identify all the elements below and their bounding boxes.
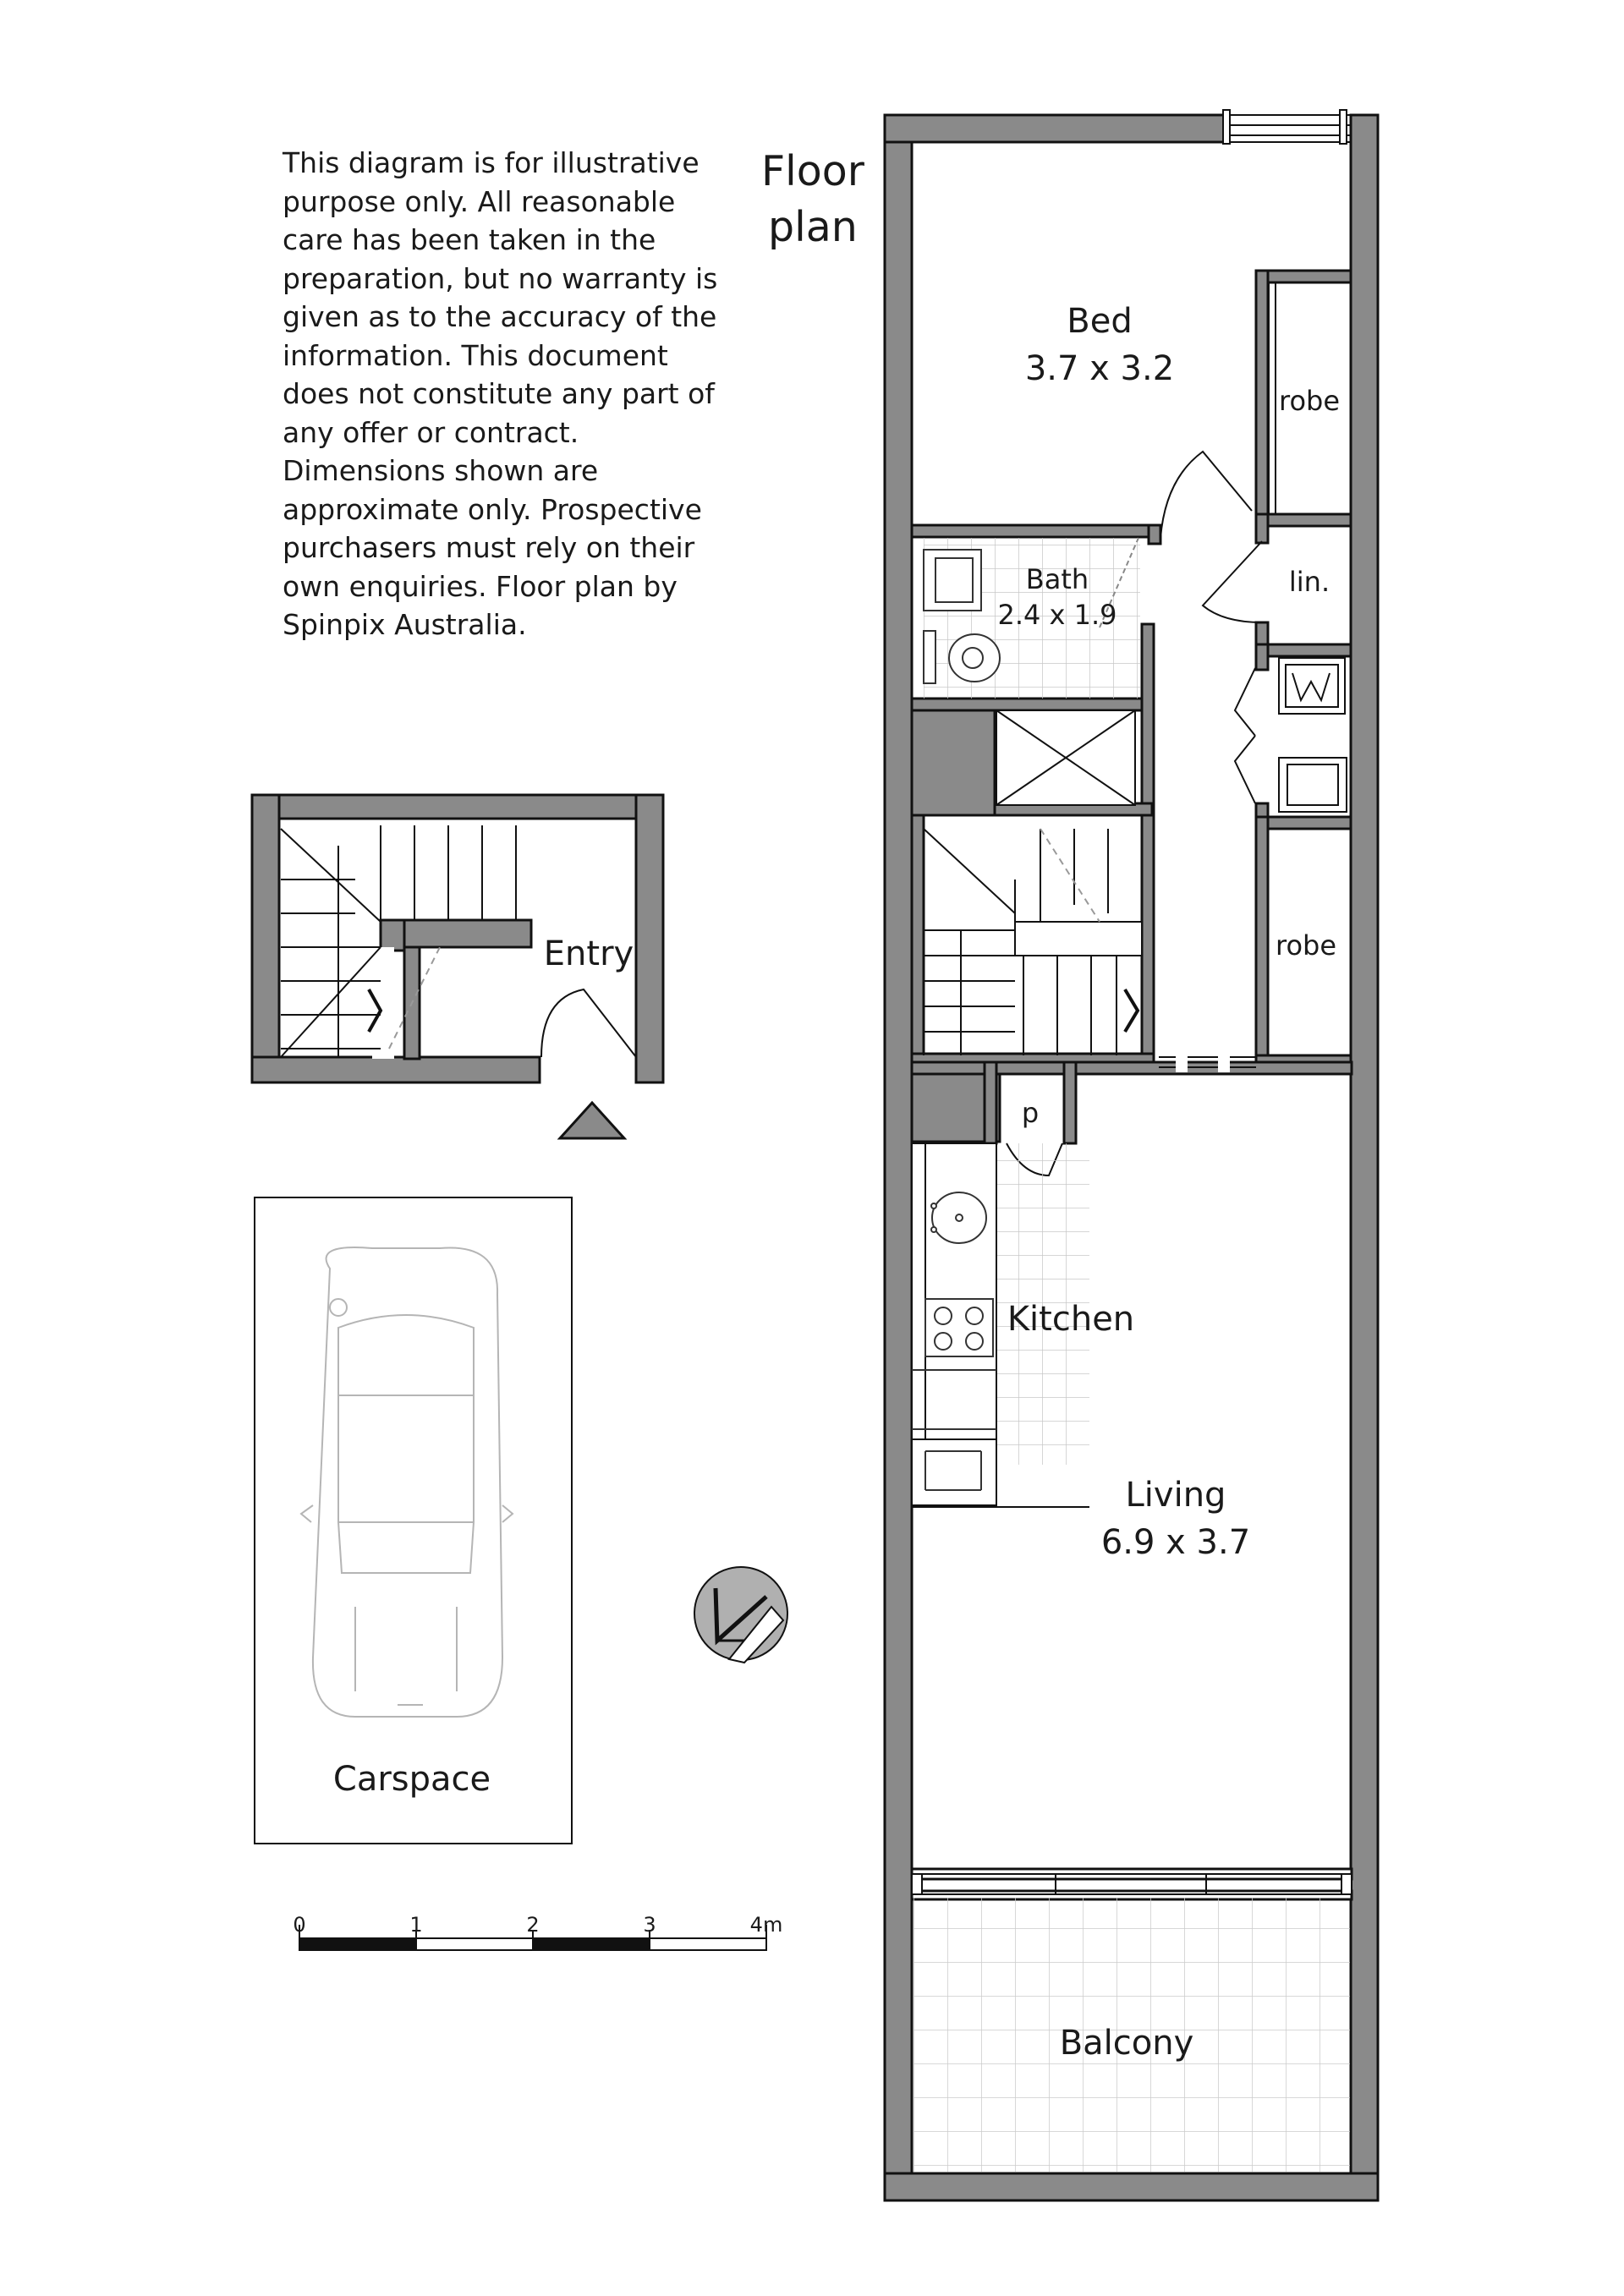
scale-label-0: 0 xyxy=(293,1913,306,1937)
scale-label-3: 3 xyxy=(643,1913,656,1937)
disclaimer-line: given as to the accuracy of the xyxy=(283,300,717,333)
scale-label-2: 2 xyxy=(526,1913,540,1937)
disclaimer-line: Spinpix Australia. xyxy=(283,608,527,641)
linen-door[interactable] xyxy=(1203,541,1262,622)
living-name: Living xyxy=(1125,1476,1226,1515)
bath-label xyxy=(997,562,1116,633)
carspace-box xyxy=(255,1197,572,1844)
entry-label: Entry xyxy=(543,934,634,973)
disclaimer-line: does not constitute any part of xyxy=(283,377,715,410)
floor-plan-title xyxy=(761,144,864,255)
balcony-label: Balcony xyxy=(1059,2024,1194,2063)
entry-door[interactable] xyxy=(541,989,636,1057)
disclaimer-line: This diagram is for illustrative xyxy=(283,146,700,179)
stairs-main xyxy=(924,829,1142,1055)
bed-name: Bed xyxy=(1067,302,1133,341)
title-line-2: plan xyxy=(768,203,858,251)
disclaimer-line: information. This document xyxy=(283,338,668,372)
scale-label-1: 1 xyxy=(409,1913,423,1937)
north-compass-icon xyxy=(694,1567,787,1663)
entry-arrow-icon xyxy=(560,1103,624,1138)
disclaimer-line: purpose only. All reasonable xyxy=(283,184,676,218)
title-line-1: Floor xyxy=(761,147,864,195)
robe-top-label: robe xyxy=(1278,385,1341,417)
disclaimer-line: preparation, but no warranty is xyxy=(283,261,718,295)
bed-door[interactable] xyxy=(1160,452,1252,538)
carspace-label: Carspace xyxy=(332,1760,491,1799)
laundry-fixtures xyxy=(1279,658,1347,812)
sink-icon xyxy=(931,1192,986,1243)
toilet-icon xyxy=(924,631,1000,683)
disclaimer-line: care has been taken in the xyxy=(283,223,656,256)
living-dims: 6.9 x 3.7 xyxy=(1100,1523,1251,1562)
laundry-doors[interactable] xyxy=(1235,668,1255,803)
vanity-basin xyxy=(924,550,981,611)
scale-label-4: 4m xyxy=(749,1913,783,1937)
disclaimer-line: own enquiries. Floor plan by xyxy=(283,569,678,603)
top-window xyxy=(1223,110,1351,144)
disclaimer-text xyxy=(283,144,722,644)
robe-mid-label: robe xyxy=(1275,929,1337,962)
shower-icon xyxy=(996,710,1135,805)
living-label xyxy=(1101,1471,1250,1566)
bath-name: Bath xyxy=(1025,563,1089,595)
robe-top-doors[interactable] xyxy=(1269,282,1276,514)
disclaimer-line: approximate only. Prospective xyxy=(283,492,702,526)
disclaimer-line: Dimensions shown are xyxy=(283,454,599,487)
pantry-label: p xyxy=(1021,1097,1040,1129)
bed-dims: 3.7 x 3.2 xyxy=(1024,349,1175,388)
kitchen-label: Kitchen xyxy=(1007,1300,1135,1339)
bath-dims: 2.4 x 1.9 xyxy=(997,599,1117,631)
disclaimer-line: purchasers must rely on their xyxy=(283,531,695,564)
linen-label: lin. xyxy=(1288,566,1330,598)
shower-block xyxy=(912,710,995,815)
bed-label xyxy=(1025,298,1174,392)
disclaimer-line: any offer or contract. xyxy=(283,415,579,449)
